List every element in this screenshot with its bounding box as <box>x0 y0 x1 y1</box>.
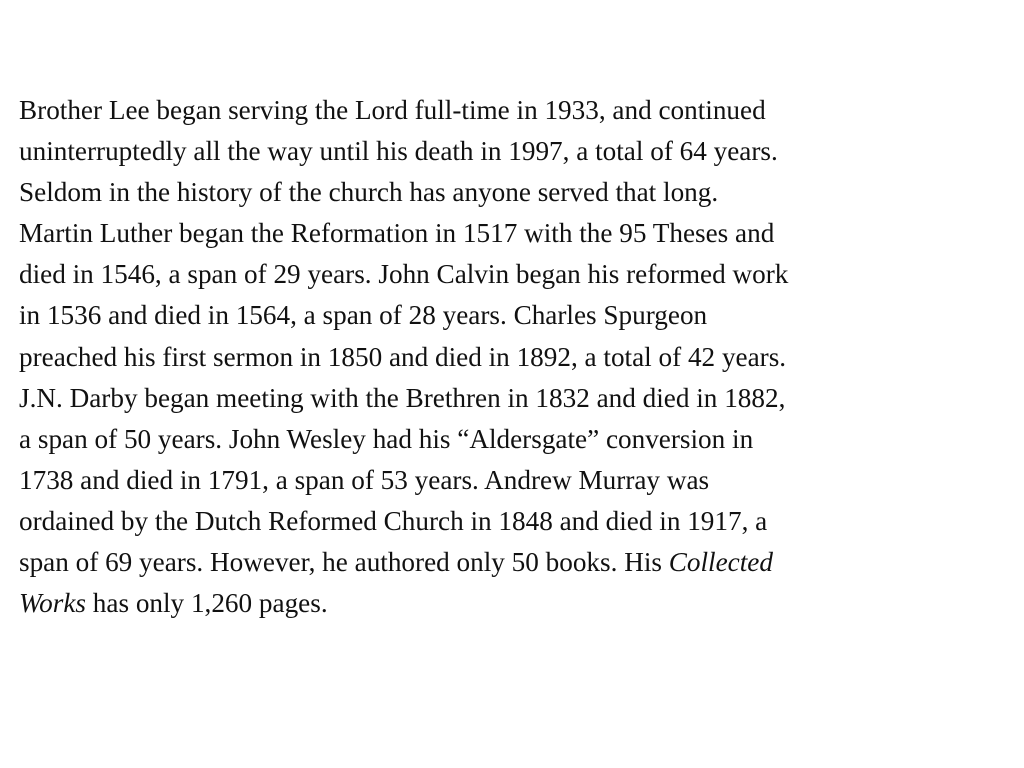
text-line-7: preached his first sermon in 1850 and died in 1892, a total of 42 years. <box>19 341 787 372</box>
body-paragraph <box>19 90 1009 624</box>
book-title-italic-part-1: Collected <box>668 547 773 578</box>
text-line-5: died in 1546, a span of 29 years. John Calvin began his reformed work <box>19 259 789 290</box>
text-line-2: uninterruptedly all the way until his death in 1997, a total of 64 years. <box>19 136 778 167</box>
book-title-italic-part-2: Works <box>19 588 86 619</box>
text-line-3: Seldom in the history of the church has anyone served that long. <box>19 177 719 208</box>
text-line-12 <box>19 542 1009 583</box>
text-line-12-plain: span of 69 years. However, he authored only 50 books. His <box>19 547 669 578</box>
text-line-1: Brother Lee began serving the Lord full-time in 1933, and continued <box>19 95 766 125</box>
text-line-13 <box>19 583 1009 624</box>
text-line-11: ordained by the Dutch Reformed Church in 1848 and died in 1917, a <box>19 505 768 536</box>
text-line-8: J.N. Darby began meeting with the Brethren in 1832 and died in 1882, <box>19 382 786 413</box>
text-line-4: Martin Luther began the Reformation in 1517 with the 95 Theses and <box>19 218 775 249</box>
text-line-6: in 1536 and died in 1564, a span of 28 years. Charles Spurgeon <box>19 300 708 331</box>
text-line-9: a span of 50 years. John Wesley had his “Aldersgate” conversion in <box>19 423 754 454</box>
text-line-13-plain: has only 1,260 pages. <box>85 588 328 619</box>
text-line-10: 1738 and died in 1791, a span of 53 years. Andrew Murray was <box>19 464 710 495</box>
